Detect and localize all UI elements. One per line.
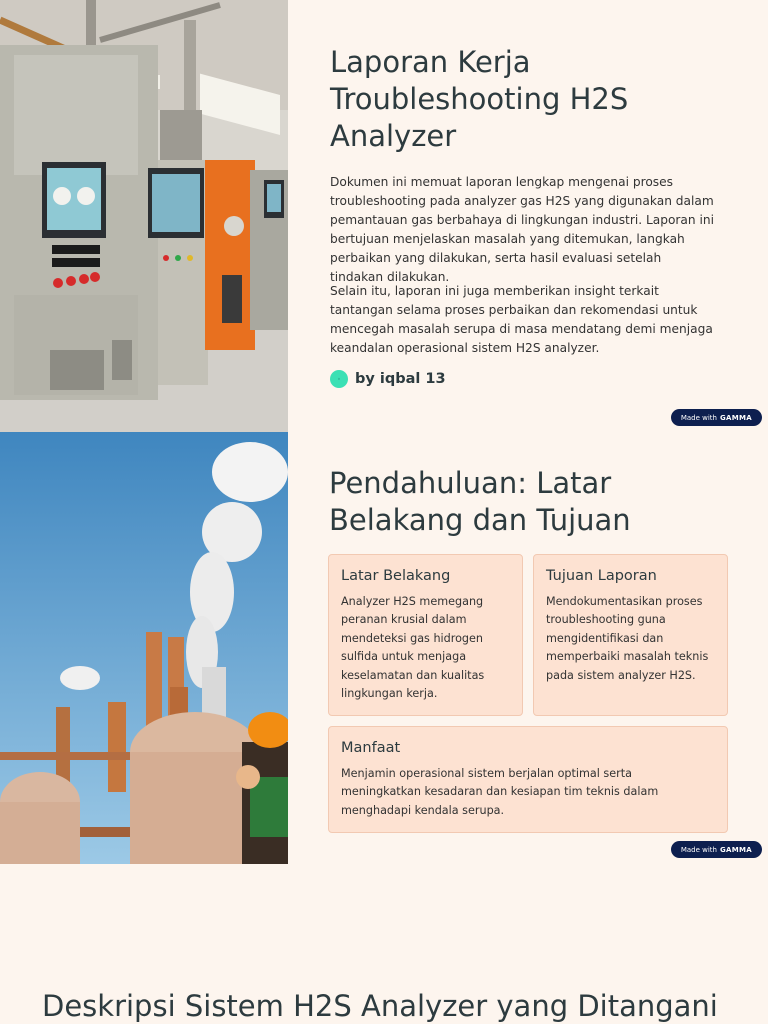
latar-belakang-card [328, 554, 523, 716]
badge-prefix: Made with [680, 845, 717, 854]
made-with-gamma-badge[interactable] [671, 409, 762, 426]
card-heading: Tujuan Laporan [546, 568, 657, 584]
tujuan-laporan-card [533, 554, 728, 716]
slide-title: Laporan Kerja Troubleshooting H2S Analyzer [330, 45, 629, 153]
card-heading: Latar Belakang [341, 568, 451, 584]
title-slide [0, 0, 768, 432]
industrial-analyzer-cabinets-image [0, 0, 288, 432]
made-with-gamma-badge[interactable] [671, 841, 762, 858]
manfaat-card [328, 726, 728, 833]
refinery-stacks-worker-image [0, 432, 288, 864]
card-text: Mendokumentasikan proses troubleshooting guna mengidentifikasi dan memperbaiki masalah teknis pada sistem analyzer H2S. [546, 595, 709, 682]
intro-paragraph: Dokumen ini memuat laporan lengkap mengenai proses troubleshooting pada analyzer gas H2S yang digunakan dalam pemantauan gas berbahaya di lingkungan industri. Laporan ini bertujuan menjelaskan masalah yang ditemukan, langkah perbaikan yang dilakukan, serta hasil evaluasi setelah tindakan dilakukan. [330, 175, 714, 284]
badge-prefix: Made with [680, 413, 717, 422]
badge-brand: GAMMA [719, 413, 752, 422]
slide-title: Pendahuluan: Latar Belakang dan Tujuan [329, 466, 631, 537]
author-name: by iqbal 13 [355, 371, 446, 387]
author-byline [330, 370, 446, 388]
avatar: ◦ [330, 370, 348, 388]
insight-paragraph: Selain itu, laporan ini juga memberikan insight terkait tantangan selama proses perbaikan dan rekomendasi untuk mencegah masalah serupa di masa mendatang demi menjaga keandalan operasional sistem H2S analyzer. [330, 284, 713, 355]
card-heading: Manfaat [341, 740, 401, 756]
card-text: Menjamin operasional sistem berjalan optimal serta meningkatkan kesadaran dan kesiapan tim teknis dalam menghadapi kendala serupa. [341, 767, 659, 817]
card-text: Analyzer H2S memegang peranan krusial dalam mendeteksi gas hidrogen sulfida untuk menjaga keselamatan dan kualitas lingkungan kerja. [341, 595, 485, 701]
badge-brand: GAMMA [719, 845, 752, 854]
system-description-title: Deskripsi Sistem H2S Analyzer yang Ditangani [42, 989, 718, 1023]
